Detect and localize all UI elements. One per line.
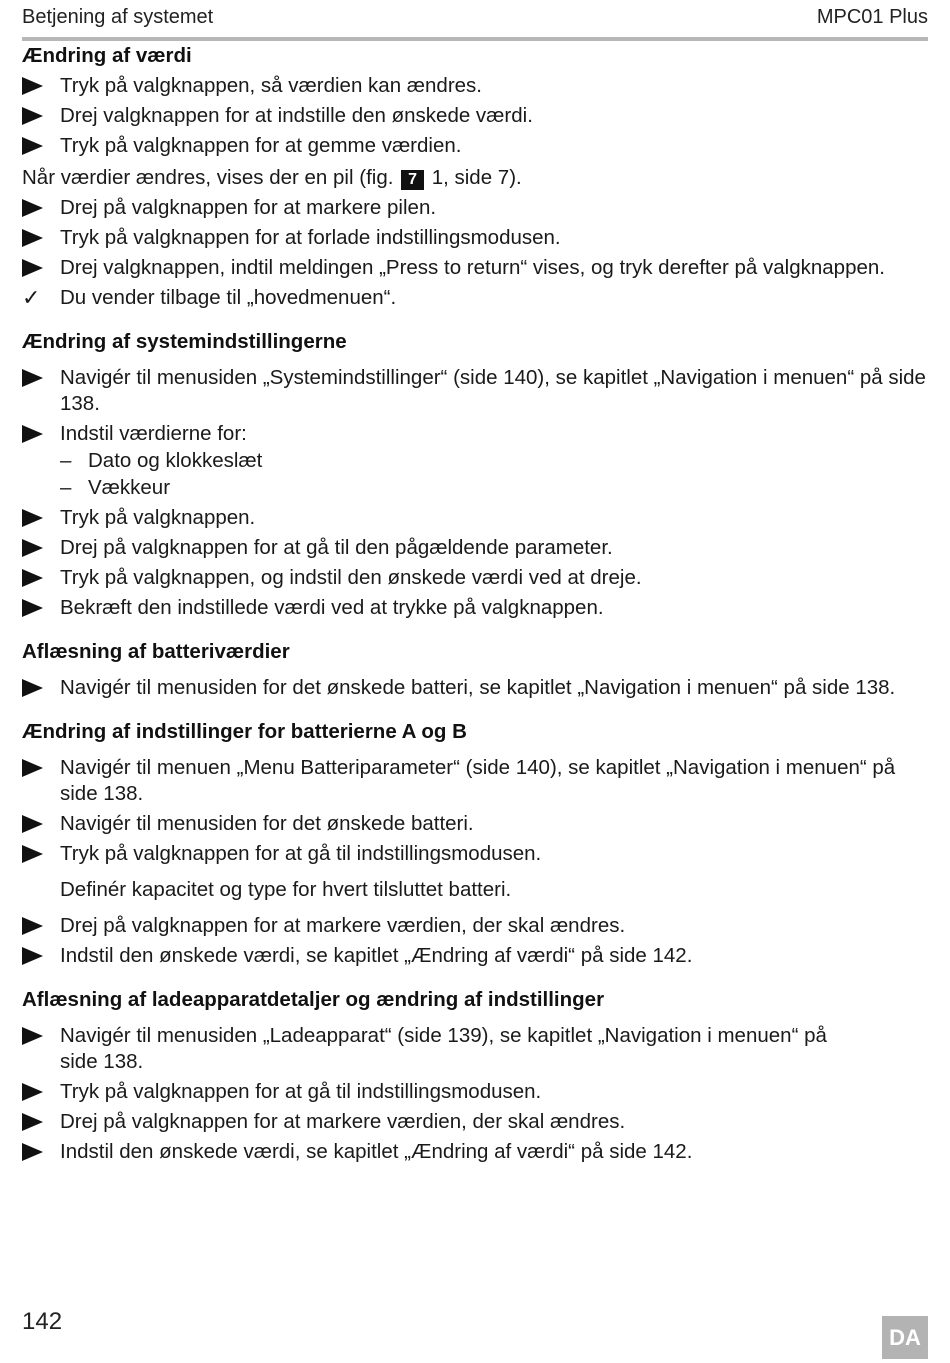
instruction-step: Navigér til menusiden „Ladeapparat“ (side 139), se kapitlet „Navigation i menuen“ på side 138. <box>22 1023 928 1075</box>
instruction-step: Drej på valgknappen for at markere værdien, der skal ændres. <box>22 913 928 939</box>
instruction-step: Bekræft den indstillede værdi ved at trykke på valgknappen. <box>22 595 928 621</box>
instruction-step: Navigér til menusiden for det ønskede batteri, se kapitlet „Navigation i menuen“ på side 138. <box>22 675 928 701</box>
arrow-bullet-icon <box>22 103 50 132</box>
instruction-step: Navigér til menusiden „Systemindstillinger“ (side 140), se kapitlet „Navigation i menuen“ på side 138. <box>22 365 928 417</box>
arrow-bullet-icon <box>22 913 50 942</box>
section-heading: Aflæsning af batteriværdier <box>22 640 290 663</box>
arrow-bullet-icon <box>22 565 50 594</box>
header-rule <box>22 37 928 41</box>
instruction-step: Tryk på valgknappen for at gemme værdien. <box>22 133 928 159</box>
checkmark-icon: ✓ <box>22 285 41 310</box>
indented-note: Definér kapacitet og type for hvert tilsluttet batteri. <box>60 878 512 901</box>
instruction-step: Tryk på valgknappen, og indstil den ønskede værdi ved at dreje. <box>22 565 928 591</box>
page-number: 142 <box>22 1308 63 1335</box>
arrow-bullet-icon <box>22 943 50 972</box>
result-step: ✓ Du vender tilbage til „hovedmenuen“. <box>22 285 397 310</box>
language-tab: DA <box>882 1316 928 1359</box>
running-header <box>22 6 928 32</box>
section-heading: Aflæsning af ladeapparatdetaljer og ændring af indstillinger <box>22 988 605 1011</box>
arrow-bullet-icon <box>22 505 50 534</box>
instruction-step: Tryk på valgknappen for at forlade indstillingsmodusen. <box>22 225 928 251</box>
arrow-bullet-icon <box>22 1109 50 1138</box>
instruction-step: Indstil værdierne for: <box>22 421 928 447</box>
instruction-step: Tryk på valgknappen, så værdien kan ændres. <box>22 73 928 99</box>
dash-bullet: – <box>60 449 72 472</box>
arrow-bullet-icon <box>22 675 50 704</box>
arrow-bullet-icon <box>22 535 50 564</box>
instruction-step: Tryk på valgknappen. <box>22 505 928 531</box>
arrow-bullet-icon <box>22 811 50 840</box>
instruction-step: Indstil den ønskede værdi, se kapitlet „Ændring af værdi“ på side 142. <box>22 1139 928 1165</box>
arrow-bullet-icon <box>22 1023 50 1052</box>
section-heading: Ændring af værdi <box>22 44 192 67</box>
section-heading: Ændring af indstillinger for batterierne A og B <box>22 720 467 743</box>
sub-list-item: – Dato og klokkeslæt <box>60 449 263 472</box>
instruction-step: Tryk på valgknappen for at gå til indstillingsmodusen. <box>22 1079 928 1105</box>
arrow-bullet-icon <box>22 421 50 450</box>
arrow-bullet-icon <box>22 595 50 624</box>
instruction-step: Drej på valgknappen for at gå til den pågældende parameter. <box>22 535 928 561</box>
arrow-bullet-icon <box>22 73 50 102</box>
arrow-bullet-icon <box>22 255 50 284</box>
section-heading: Ændring af systemindstillingerne <box>22 330 347 353</box>
header-product-name: MPC01 Plus <box>816 6 928 28</box>
arrow-bullet-icon <box>22 225 50 254</box>
instruction-step: Tryk på valgknappen for at gå til indstillingsmodusen. <box>22 841 928 867</box>
arrow-bullet-icon <box>22 755 50 784</box>
page-content <box>22 43 928 1165</box>
sub-list-item: – Vækkeur <box>60 476 171 499</box>
paragraph: Når værdier ændres, vises der en pil (fig. 7 1, side 7). <box>22 166 522 189</box>
arrow-bullet-icon <box>22 1079 50 1108</box>
instruction-step: Navigér til menuen „Menu Batteriparameter“ (side 140), se kapitlet „Navigation i menuen“ på side 138. <box>22 755 928 807</box>
arrow-bullet-icon <box>22 133 50 162</box>
instruction-step: Drej valgknappen, indtil meldingen „Press to return“ vises, og tryk derefter på valgknappen. <box>22 255 928 281</box>
arrow-bullet-icon <box>22 841 50 870</box>
figure-number-badge: 7 <box>401 170 424 190</box>
arrow-bullet-icon <box>22 365 50 394</box>
instruction-step: Navigér til menusiden for det ønskede batteri. <box>22 811 928 837</box>
instruction-step: Indstil den ønskede værdi, se kapitlet „Ændring af værdi“ på side 142. <box>22 943 928 969</box>
arrow-bullet-icon <box>22 195 50 224</box>
instruction-step: Drej på valgknappen for at markere pilen. <box>22 195 928 221</box>
instruction-step: Drej på valgknappen for at markere værdien, der skal ændres. <box>22 1109 928 1135</box>
arrow-bullet-icon <box>22 1139 50 1168</box>
dash-bullet: – <box>60 476 72 499</box>
header-section-title: Betjening af systemet <box>22 6 214 28</box>
instruction-step: Drej valgknappen for at indstille den ønskede værdi. <box>22 103 928 129</box>
